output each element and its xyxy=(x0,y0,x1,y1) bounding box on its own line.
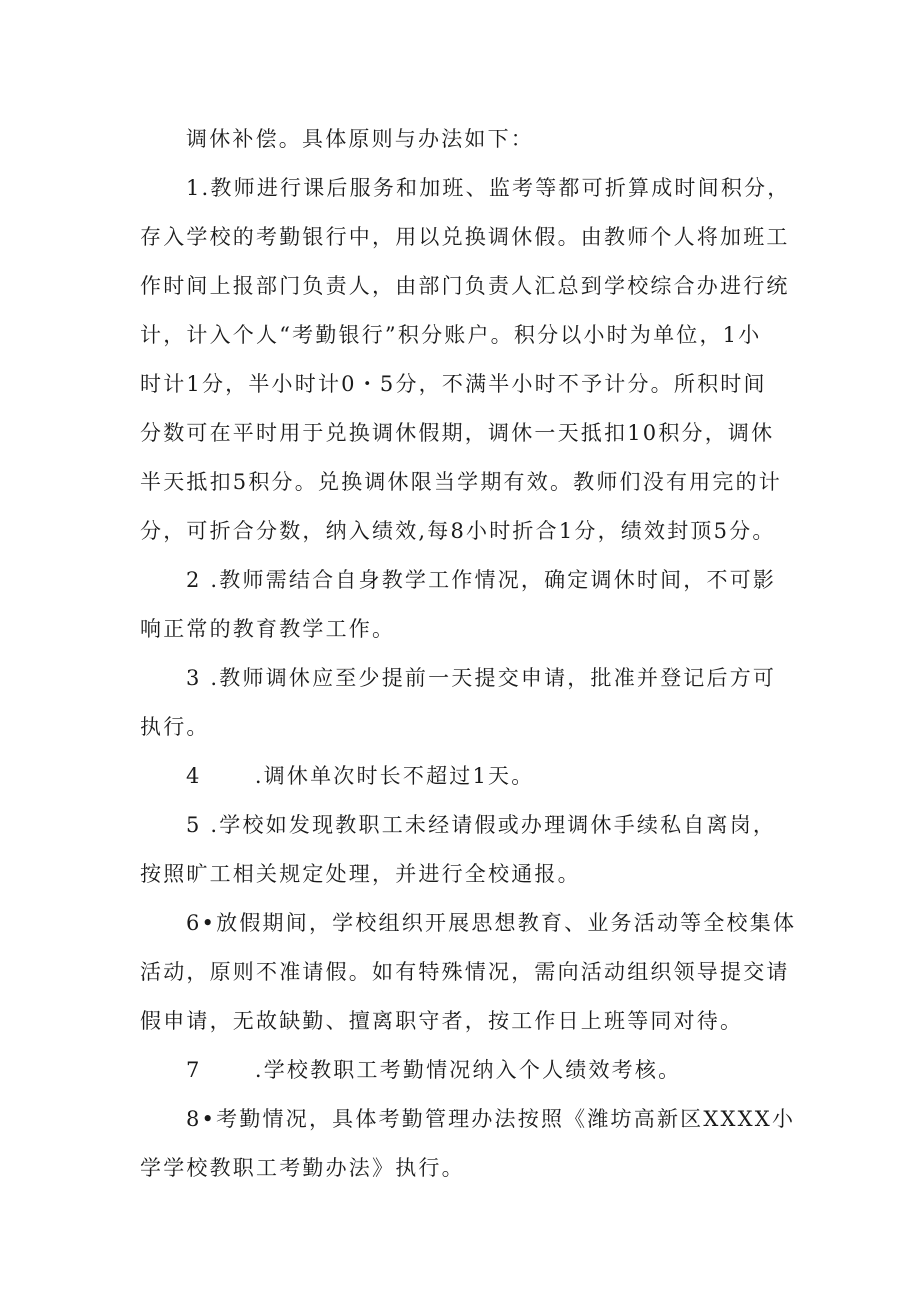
text-line: 假申请，无故缺勤、擅离职守者，按工作日上班等同对待。 xyxy=(140,1009,744,1033)
text-line: 半天抵扣5积分。兑换调休限当学期有效。教师们没有用完的计 xyxy=(140,470,782,494)
text-line: 7 .学校教职工考勤情况纳入个人绩效考核。 xyxy=(186,1058,682,1082)
text-line: 1.教师进行课后服务和加班、监考等都可折算成时间积分， xyxy=(186,176,791,200)
text-line: 分数可在平时用于兑换调休假期，调休一天抵扣10积分，调休 xyxy=(140,421,775,445)
text-line: 按照旷工相关规定处理，并进行全校通报。 xyxy=(140,862,581,886)
text-line: 分，可折合分数，纳入绩效,每8小时折合1分，绩效封顶5分。 xyxy=(140,519,776,543)
text-line: 8•考勤情况，具体考勤管理办法按照《潍坊高新区XXXX小 xyxy=(186,1107,796,1131)
text-line: 学学校教职工考勤办法》执行。 xyxy=(140,1156,465,1180)
text-line: 2 .教师需结合自身教学工作情况，确定调休时间，不可影 xyxy=(186,568,777,592)
text-line: 执行。 xyxy=(140,715,210,739)
text-line: 活动，原则不准请假。如有特殊情况，需向活动组织领导提交请 xyxy=(140,960,790,984)
text-line: 计，计入个人“考勤银行”积分账户。积分以小时为单位，1小 xyxy=(140,323,762,347)
text-line: 响正常的教育教学工作。 xyxy=(140,617,396,641)
text-line: 存入学校的考勤银行中，用以兑换调休假。由教师个人将加班工 xyxy=(140,225,790,249)
text-line: 作时间上报部门负责人，由部门负责人汇总到学校综合办进行统 xyxy=(140,274,790,298)
text-line: 4 .调休单次时长不超过1天。 xyxy=(186,764,535,788)
text-line: 5 .学校如发现教职工未经请假或办理调休手续私自离岗， xyxy=(186,813,777,837)
text-line: 3 .教师调休应至少提前一天提交申请，批准并登记后方可 xyxy=(186,666,777,690)
text-line: 时计1分，半小时计0・5分，不满半小时不予计分。所积时间 xyxy=(140,372,767,396)
text-line: 6•放假期间，学校组织开展思想教育、业务活动等全校集体 xyxy=(186,911,797,935)
text-line: 调休补偿。具体原则与办法如下： xyxy=(186,127,534,151)
